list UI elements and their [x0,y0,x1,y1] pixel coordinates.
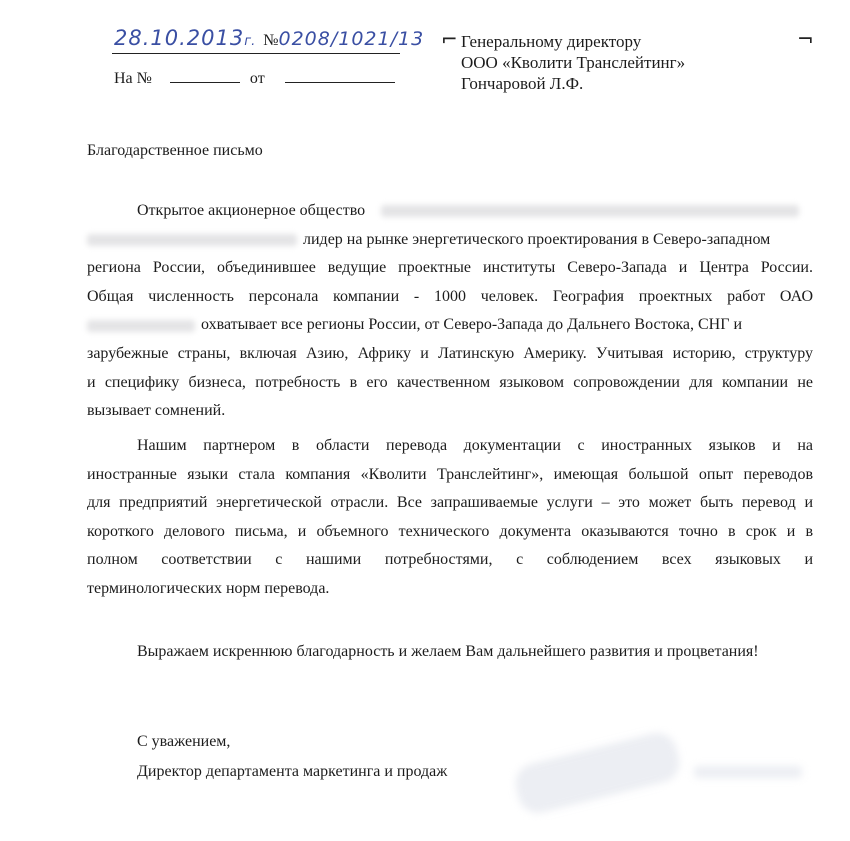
paragraph-2-line: Нашим партнером в области перевода документации с иностранных языков и на [137,437,813,454]
handwritten-date-suffix: г. [244,34,256,49]
bracket-left: ⌐ [441,27,458,51]
from-label: от [249,70,265,87]
paragraph-2-line: иностранные языки стала компания «Кволити Транслейтинг», имеющая большой опыт переводов [87,465,813,483]
recipient-line-3: Гончаровой Л.Ф. [461,74,584,93]
signer-position: Директор департамента маркетинга и продаж [137,763,448,780]
paragraph-2-line: терминологических норм перевода. [87,579,330,597]
paragraph-2-line: полном соответствии с нашими потребностями, с соблюдением всех языковых и [87,551,813,569]
bracket-right: ¬ [797,27,814,51]
paragraph-1-line: зарубежные страны, включая Азию, Африку и Латинскую Америку. Учитывая историю, структуру [87,344,813,362]
recipient-block [461,31,685,94]
closing-sentence: Выражаем искреннюю благодарность и желаем Вам дальнейшего развития и процветания! [137,643,759,660]
ref-date-blank [285,81,395,83]
date-underline [112,53,400,54]
regards-line: С уважением, [137,733,231,750]
paragraph-1-line: вызывает сомнений. [87,402,226,420]
ref-label: На № [114,70,152,87]
number-label: № [263,32,279,49]
redacted-signer-name [694,766,802,778]
redacted-company-name [381,205,799,217]
paragraph-1-line [87,197,813,226]
paragraph-1 [87,197,813,426]
handwritten-number: 0208/1021/13 [278,28,425,50]
paragraph-1-line: региона России, объединившее ведущие проектные институты Северо-Запада и Центра России. [87,259,813,277]
recipient-line-1: Генеральному директору [461,32,642,51]
signature-image [511,729,683,817]
paragraph-1-line [87,226,813,255]
paragraph-2 [87,432,813,604]
handwritten-date: 28.10.2013 [114,26,245,50]
document-title: Благодарственное письмо [87,142,263,159]
paragraph-text: охватывает все регионы России, от Северо-Запада до Дальнего Востока, СНГ и [201,316,743,334]
paragraph-1-line: и специфику бизнеса, потребность в его качественном языковом сопровождении для компании не [87,373,813,391]
redacted-company-short-name [87,320,195,332]
redacted-company-name [87,234,297,246]
ref-number-blank [170,81,240,83]
paragraph-2-line: для предприятий энергетической отрасли. Все запрашиваемые услуги – это может быть перевод и [87,494,813,512]
paragraph-1-line: Общая численность персонала компании - 1000 человек. География проектных работ ОАО [87,287,813,305]
recipient-line-2: ООО «Кволити Транслейтинг» [461,53,686,72]
reference-line [114,70,395,88]
paragraph-text: Открытое акционерное общество [137,202,366,219]
paragraph-2-line: короткого делового письма, и объемного технического документа оказываются точно в срок и в [87,522,813,540]
paragraph-1-line [87,311,813,340]
paragraph-text: лидер на рынке энергетического проектирования в Северо-западном [303,230,771,248]
letter-date-number [114,26,424,50]
